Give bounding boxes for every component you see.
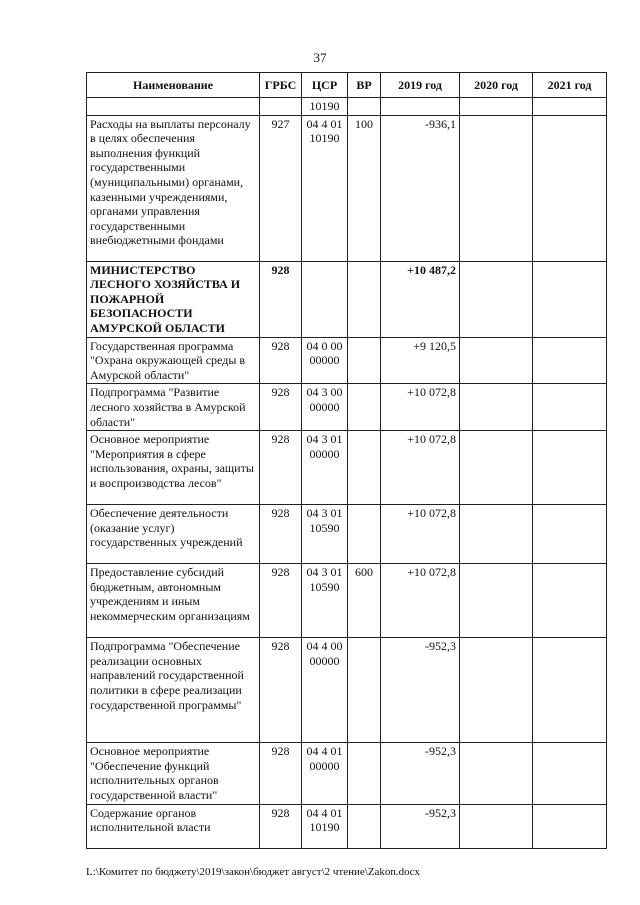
cell-y2021	[533, 505, 607, 564]
cell-y2019: +10 072,8	[381, 564, 460, 638]
cell-vr	[348, 804, 381, 848]
header-vr: ВР	[348, 73, 381, 98]
cell-csr: 04 4 01 10190	[302, 115, 348, 261]
cell-y2019: -952,3	[381, 743, 460, 804]
cell-y2020	[460, 337, 533, 384]
cell-csr: 04 4 01 10190	[302, 804, 348, 848]
cell-y2019: -952,3	[381, 804, 460, 848]
cell-y2020	[460, 431, 533, 505]
cell-csr: 04 4 00 00000	[302, 638, 348, 743]
table-row	[87, 337, 607, 384]
cell-grbs: 928	[260, 384, 302, 431]
cell-y2020	[460, 115, 533, 261]
header-2020: 2020 год	[460, 73, 533, 98]
cell-csr	[302, 261, 348, 337]
cell-vr	[348, 261, 381, 337]
cell-vr	[348, 384, 381, 431]
cell-csr: 04 3 01 10590	[302, 564, 348, 638]
cell-y2019: -952,3	[381, 638, 460, 743]
cell-y2019: +10 072,8	[381, 505, 460, 564]
cell-y2021	[533, 743, 607, 804]
cell-name: Предоставление субсидий бюджетным, автономным учреждениям и иным некоммерческим организациям	[87, 564, 260, 638]
cell-y2021	[533, 564, 607, 638]
cell-grbs: 928	[260, 743, 302, 804]
cell-y2021	[533, 804, 607, 848]
table-row	[87, 804, 607, 848]
cell-csr: 04 3 01 10590	[302, 505, 348, 564]
cell-y2019	[381, 98, 460, 116]
cell-name: Подпрограмма "Развитие лесного хозяйства в Амурской области"	[87, 384, 260, 431]
cell-y2019: +10 072,8	[381, 431, 460, 505]
table-row	[87, 261, 607, 337]
cell-y2021	[533, 431, 607, 505]
table-row	[87, 564, 607, 638]
cell-vr	[348, 98, 381, 116]
cell-vr	[348, 505, 381, 564]
table-row	[87, 638, 607, 743]
table-row	[87, 743, 607, 804]
cell-y2021	[533, 384, 607, 431]
cell-y2021	[533, 115, 607, 261]
table-row	[87, 115, 607, 261]
cell-y2020	[460, 804, 533, 848]
cell-grbs: 928	[260, 505, 302, 564]
table-row	[87, 98, 607, 116]
cell-vr: 600	[348, 564, 381, 638]
cell-name: Обеспечение деятельности (оказание услуг) государственных учреждений	[87, 505, 260, 564]
cell-y2021	[533, 261, 607, 337]
cell-vr	[348, 431, 381, 505]
cell-y2019: +10 487,2	[381, 261, 460, 337]
footer-file-path: L:\Комитет по бюджету\2019\закон\бюджет август\2 чтение\Zakon.docx	[86, 866, 421, 878]
cell-grbs: 928	[260, 638, 302, 743]
cell-name: Расходы на выплаты персоналу в целях обеспечения выполнения функций государственными (муниципальными) органами, казенными учреждениями, органами управления государственными внебюджетными фондами	[87, 115, 260, 261]
cell-y2021	[533, 98, 607, 116]
cell-name: Подпрограмма "Обеспечение реализации основных направлений государственной политики в сфере реализации государственной программы"	[87, 638, 260, 743]
cell-vr	[348, 638, 381, 743]
cell-grbs: 928	[260, 337, 302, 384]
cell-y2019: -936,1	[381, 115, 460, 261]
table-row	[87, 384, 607, 431]
cell-y2020	[460, 261, 533, 337]
cell-name: Содержание органов исполнительной власти	[87, 804, 260, 848]
cell-csr: 04 3 00 00000	[302, 384, 348, 431]
cell-name: МИНИСТЕРСТВО ЛЕСНОГО ХОЗЯЙСТВА И ПОЖАРНОЙ БЕЗОПАСНОСТИ АМУРСКОЙ ОБЛАСТИ	[87, 261, 260, 337]
header-grbs: ГРБС	[260, 73, 302, 98]
cell-csr: 04 3 01 00000	[302, 431, 348, 505]
cell-grbs: 927	[260, 115, 302, 261]
table-header-row	[87, 73, 607, 98]
cell-y2019: +9 120,5	[381, 337, 460, 384]
table-row	[87, 431, 607, 505]
cell-y2021	[533, 337, 607, 384]
cell-csr: 04 0 00 00000	[302, 337, 348, 384]
header-csr: ЦСР	[302, 73, 348, 98]
cell-grbs	[260, 98, 302, 116]
cell-y2019: +10 072,8	[381, 384, 460, 431]
cell-grbs: 928	[260, 261, 302, 337]
cell-y2020	[460, 505, 533, 564]
cell-grbs: 928	[260, 431, 302, 505]
cell-vr: 100	[348, 115, 381, 261]
cell-y2020	[460, 638, 533, 743]
cell-y2020	[460, 98, 533, 116]
cell-y2020	[460, 384, 533, 431]
table-row	[87, 505, 607, 564]
cell-csr: 10190	[302, 98, 348, 116]
cell-name: Государственная программа "Охрана окружающей среды в Амурской области"	[87, 337, 260, 384]
cell-grbs: 928	[260, 804, 302, 848]
cell-name: Основное мероприятие "Обеспечение функций исполнительных органов государственной власти"	[87, 743, 260, 804]
header-2021: 2021 год	[533, 73, 607, 98]
cell-vr	[348, 337, 381, 384]
cell-y2020	[460, 743, 533, 804]
cell-csr: 04 4 01 00000	[302, 743, 348, 804]
cell-vr	[348, 743, 381, 804]
page-number: 37	[313, 50, 327, 65]
header-2019: 2019 год	[381, 73, 460, 98]
cell-grbs: 928	[260, 564, 302, 638]
cell-name	[87, 98, 260, 116]
cell-name: Основное мероприятие "Мероприятия в сфере использования, охраны, защиты и воспроизводства лесов"	[87, 431, 260, 505]
budget-table	[86, 72, 607, 849]
cell-y2020	[460, 564, 533, 638]
cell-y2021	[533, 638, 607, 743]
header-name: Наименование	[87, 73, 260, 98]
